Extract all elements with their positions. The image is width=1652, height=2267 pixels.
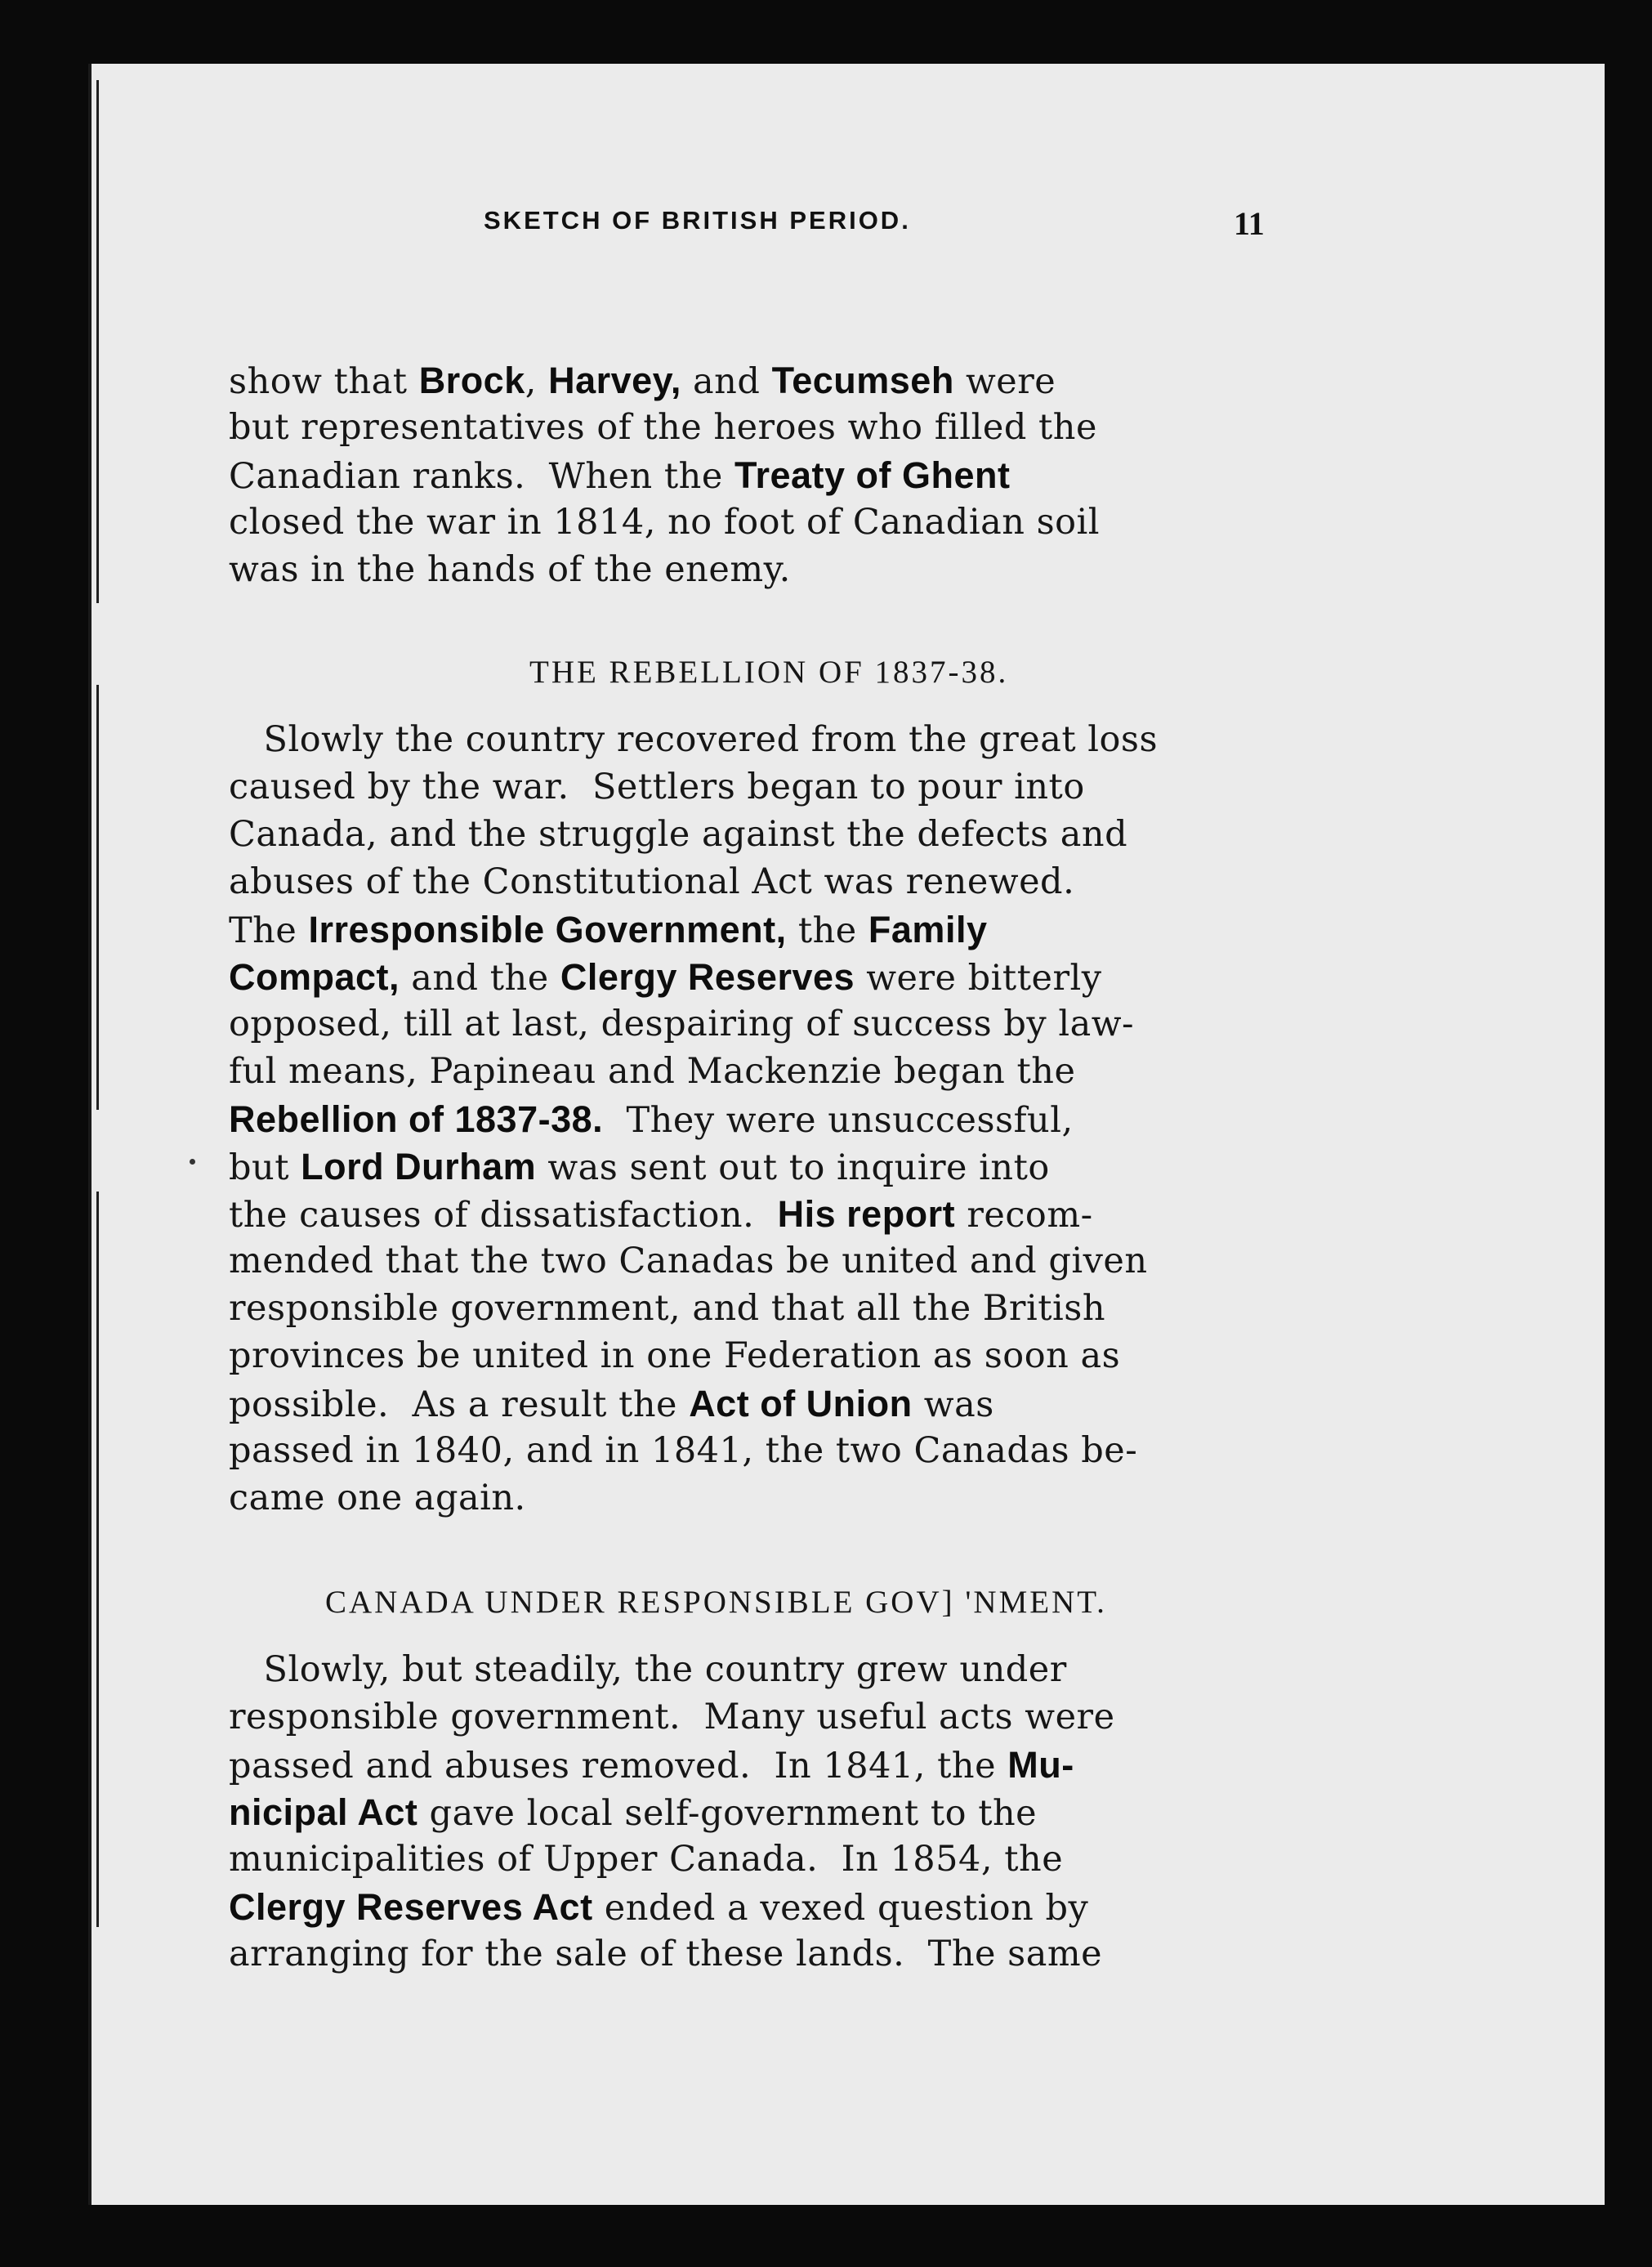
text-span: abuses of the Constitutional Act was renewed. <box>229 861 1075 902</box>
text-span: but <box>229 1147 301 1188</box>
text-line <box>229 1430 1266 1471</box>
text-line <box>229 1886 1266 1929</box>
text-span: was sent out to inquire into <box>536 1147 1050 1188</box>
text-line <box>229 1697 1266 1737</box>
text-line <box>229 956 1266 999</box>
text-line <box>229 814 1266 855</box>
text-line <box>229 502 1266 543</box>
text-line <box>229 1193 1266 1236</box>
margin-speck <box>190 1159 195 1165</box>
bold-term: Lord Durham <box>301 1146 537 1187</box>
bold-term: Clergy Reserves <box>560 956 855 998</box>
text-line <box>229 1335 1266 1376</box>
gutter-line <box>96 80 99 603</box>
text-span: came one again. <box>229 1478 526 1518</box>
bold-term: Mu- <box>1007 1744 1074 1786</box>
text-span: ful means, Papineau and Mackenzie began the <box>229 1051 1076 1092</box>
bold-term: Clergy Reserves Act <box>229 1886 593 1928</box>
text-span: , <box>525 361 549 402</box>
text-span: Canada, and the struggle against the defects and <box>229 814 1128 855</box>
text-span: were <box>953 361 1056 402</box>
text-span: gave local self-government to the <box>417 1793 1038 1834</box>
text-span: caused by the war. Settlers began to pour into <box>229 767 1085 807</box>
bold-term: Harvey, <box>548 360 681 401</box>
text-span: were bitterly <box>855 958 1102 999</box>
text-span: was in the hands of the enemy. <box>229 549 791 590</box>
text-span: passed in 1840, and in 1841, the two Canadas be- <box>229 1430 1138 1471</box>
scan-top-border <box>0 0 1652 64</box>
bold-term: Treaty of Ghent <box>734 454 1011 496</box>
text-span: Canadian ranks. When the <box>229 456 734 497</box>
running-head: SKETCH OF BRITISH PERIOD. <box>484 206 911 235</box>
text-span: responsible government, and that all the British <box>229 1288 1106 1329</box>
section-heading: THE REBELLION OF 1837-38. <box>529 655 1009 690</box>
text-line <box>229 1744 1266 1786</box>
text-span: responsible government. Many useful acts were <box>229 1697 1115 1737</box>
text-line <box>229 1051 1266 1092</box>
bold-term: Tecumseh <box>771 360 954 401</box>
text-line <box>229 767 1266 807</box>
text-line <box>229 1649 1266 1690</box>
text-span: and the <box>400 958 560 999</box>
text-span: opposed, till at last, despairing of success by law- <box>229 1004 1135 1044</box>
text-line <box>229 407 1266 448</box>
text-line <box>229 719 1266 760</box>
bold-term: nicipal Act <box>229 1791 418 1833</box>
text-line <box>229 1098 1266 1141</box>
bold-term: Compact, <box>229 956 400 998</box>
section-heading: CANADA UNDER RESPONSIBLE GOV] 'NMENT. <box>325 1585 1107 1620</box>
bold-term: His report <box>777 1193 956 1235</box>
text-span: possible. As a result the <box>229 1384 690 1425</box>
text-line <box>229 549 1266 590</box>
text-span: The <box>229 910 309 951</box>
text-span: ended a vexed question by <box>592 1888 1089 1929</box>
text-span: Slowly the country recovered from the great loss <box>229 719 1159 760</box>
text-line <box>229 1004 1266 1044</box>
text-line <box>229 1839 1266 1880</box>
text-span: the <box>786 910 868 951</box>
text-line <box>229 1478 1266 1518</box>
text-span: Slowly, but steadily, the country grew under <box>229 1649 1067 1690</box>
gutter-line <box>96 1192 99 1927</box>
gutter-line <box>96 685 99 1110</box>
text-span: provinces be united in one Federation as soon as <box>229 1335 1121 1376</box>
bold-term: Family <box>868 909 988 950</box>
text-line <box>229 1934 1266 1974</box>
text-span: was <box>912 1384 994 1425</box>
text-span: passed and abuses removed. In 1841, the <box>229 1746 1008 1786</box>
text-line <box>229 1241 1266 1281</box>
text-line <box>229 861 1266 902</box>
bold-term: Brock <box>418 360 525 401</box>
text-line <box>229 909 1266 951</box>
text-line <box>229 1791 1266 1834</box>
bold-term: Act of Union <box>689 1383 913 1424</box>
text-span: and <box>681 361 772 402</box>
text-line <box>229 1383 1266 1425</box>
text-line <box>229 1288 1266 1329</box>
text-line <box>229 454 1266 497</box>
text-span: municipalities of Upper Canada. In 1854, the <box>229 1839 1064 1880</box>
text-span: closed the war in 1814, no foot of Canadian soil <box>229 502 1101 543</box>
text-span: arranging for the sale of these lands. The same <box>229 1934 1103 1974</box>
text-span: show that <box>229 361 419 402</box>
bold-term: Rebellion of 1837-38. <box>229 1098 604 1140</box>
text-span: the causes of dissatisfaction. <box>229 1195 778 1236</box>
bold-term: Irresponsible Government, <box>308 909 787 950</box>
text-span: recom- <box>955 1195 1093 1236</box>
text-span: They were unsuccessful, <box>603 1100 1074 1141</box>
text-span: mended that the two Canadas be united and given <box>229 1241 1148 1281</box>
text-line <box>229 1146 1266 1188</box>
page-number: 11 <box>1234 205 1265 242</box>
text-line <box>229 360 1266 402</box>
text-span: but representatives of the heroes who filled the <box>229 407 1097 448</box>
